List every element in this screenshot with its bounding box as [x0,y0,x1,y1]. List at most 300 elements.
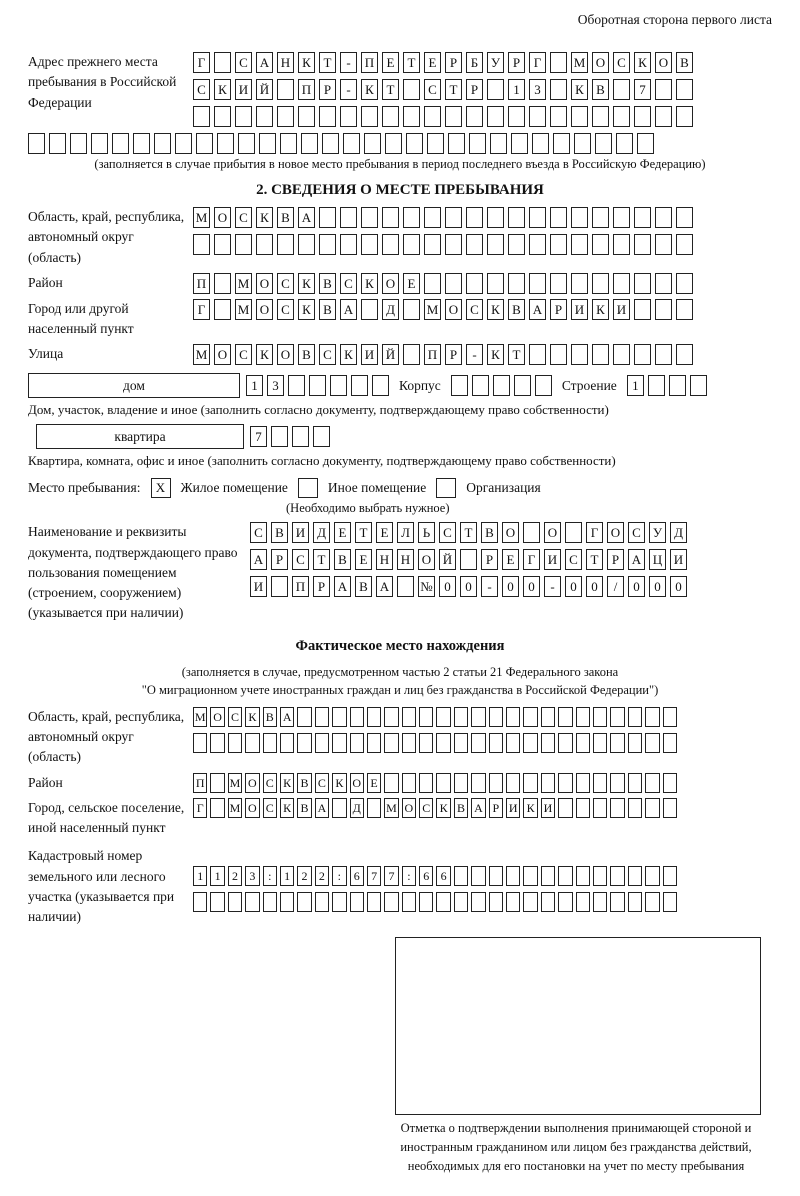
char-cell[interactable] [676,299,693,320]
char-cell[interactable]: К [298,52,315,73]
char-cell[interactable]: К [523,798,537,818]
char-cell[interactable]: Е [382,52,399,73]
char-cell[interactable] [454,892,468,912]
char-cell[interactable]: С [292,549,309,570]
char-cell[interactable] [550,207,567,228]
char-cell[interactable] [471,707,485,727]
char-cell[interactable] [332,892,346,912]
char-cell[interactable] [343,133,360,154]
char-cell[interactable] [228,892,242,912]
char-cell[interactable]: / [607,576,624,597]
char-cell[interactable] [361,234,378,255]
char-cell[interactable] [280,133,297,154]
char-cell[interactable] [451,375,468,396]
char-cell[interactable] [193,892,207,912]
char-cell[interactable]: О [214,344,231,365]
char-cell[interactable] [487,273,504,294]
char-cell[interactable]: Ц [649,549,666,570]
char-cell[interactable]: В [319,273,336,294]
char-cell[interactable]: К [361,79,378,100]
char-cell[interactable] [550,273,567,294]
char-cell[interactable]: Е [502,549,519,570]
char-cell[interactable] [529,106,546,127]
char-cell[interactable]: В [334,549,351,570]
char-cell[interactable] [427,133,444,154]
char-cell[interactable] [297,892,311,912]
char-cell[interactable]: И [235,79,252,100]
char-cell[interactable] [319,234,336,255]
char-cell[interactable]: О [245,798,259,818]
char-cell[interactable] [487,79,504,100]
char-cell[interactable]: М [193,707,207,727]
char-cell[interactable]: 1 [280,866,294,886]
char-cell[interactable]: М [384,798,398,818]
char-cell[interactable]: 0 [523,576,540,597]
char-cell[interactable] [676,344,693,365]
char-cell[interactable]: Р [607,549,624,570]
char-cell[interactable] [403,207,420,228]
char-cell[interactable]: 0 [670,576,687,597]
char-cell[interactable]: И [670,549,687,570]
char-cell[interactable] [645,798,659,818]
char-cell[interactable]: В [319,299,336,320]
char-cell[interactable] [340,106,357,127]
char-cell[interactable] [558,866,572,886]
char-cell[interactable] [663,773,677,793]
char-cell[interactable]: Г [193,798,207,818]
char-cell[interactable] [361,106,378,127]
char-cell[interactable] [471,733,485,753]
char-cell[interactable] [466,207,483,228]
char-cell[interactable]: 3 [245,866,259,886]
apartment-type-box[interactable]: квартира [36,424,244,449]
char-cell[interactable] [445,207,462,228]
char-cell[interactable] [676,234,693,255]
char-cell[interactable]: К [214,79,231,100]
char-cell[interactable] [489,707,503,727]
char-cell[interactable]: Е [424,52,441,73]
char-cell[interactable] [419,733,433,753]
char-cell[interactable] [297,707,311,727]
char-cell[interactable]: П [298,79,315,100]
char-cell[interactable] [367,892,381,912]
char-cell[interactable] [592,106,609,127]
char-cell[interactable]: Л [397,522,414,543]
char-cell[interactable] [256,234,273,255]
char-cell[interactable]: С [277,299,294,320]
char-cell[interactable] [154,133,171,154]
char-cell[interactable] [565,522,582,543]
char-cell[interactable]: О [256,299,273,320]
char-cell[interactable]: Н [376,549,393,570]
char-cell[interactable] [403,234,420,255]
char-cell[interactable] [616,133,633,154]
char-cell[interactable] [595,133,612,154]
char-cell[interactable]: О [210,707,224,727]
char-cell[interactable] [571,234,588,255]
char-cell[interactable] [361,207,378,228]
char-cell[interactable] [245,892,259,912]
char-cell[interactable]: Р [481,549,498,570]
char-cell[interactable]: 3 [267,375,284,396]
char-cell[interactable] [645,773,659,793]
char-cell[interactable] [471,892,485,912]
char-cell[interactable]: 7 [367,866,381,886]
char-cell[interactable]: О [256,273,273,294]
char-cell[interactable] [406,133,423,154]
char-cell[interactable] [613,234,630,255]
char-cell[interactable] [436,773,450,793]
char-cell[interactable] [454,773,468,793]
char-cell[interactable] [663,866,677,886]
char-cell[interactable]: С [424,79,441,100]
char-cell[interactable]: 0 [586,576,603,597]
char-cell[interactable] [514,375,531,396]
char-cell[interactable]: К [245,707,259,727]
char-cell[interactable]: 6 [436,866,450,886]
char-cell[interactable] [506,866,520,886]
char-cell[interactable] [523,773,537,793]
char-cell[interactable] [593,866,607,886]
char-cell[interactable] [523,892,537,912]
char-cell[interactable] [541,773,555,793]
char-cell[interactable] [610,866,624,886]
char-cell[interactable]: 7 [384,866,398,886]
char-cell[interactable] [655,207,672,228]
char-cell[interactable] [592,207,609,228]
char-cell[interactable]: 6 [350,866,364,886]
char-cell[interactable]: К [280,773,294,793]
char-cell[interactable] [424,207,441,228]
char-cell[interactable] [506,733,520,753]
char-cell[interactable] [489,773,503,793]
char-cell[interactable] [506,773,520,793]
char-cell[interactable] [402,773,416,793]
char-cell[interactable] [445,106,462,127]
char-cell[interactable] [523,522,540,543]
char-cell[interactable]: - [544,576,561,597]
char-cell[interactable] [576,733,590,753]
char-cell[interactable]: Г [193,299,210,320]
char-cell[interactable]: 6 [419,866,433,886]
char-cell[interactable]: 0 [628,576,645,597]
char-cell[interactable]: В [297,773,311,793]
char-cell[interactable] [351,375,368,396]
char-cell[interactable]: П [424,344,441,365]
char-cell[interactable]: И [541,798,555,818]
organization-checkbox[interactable] [436,478,456,498]
char-cell[interactable]: И [506,798,520,818]
char-cell[interactable] [298,106,315,127]
char-cell[interactable] [628,866,642,886]
char-cell[interactable]: С [193,79,210,100]
char-cell[interactable]: : [332,866,346,886]
char-cell[interactable]: 1 [193,866,207,886]
char-cell[interactable] [403,79,420,100]
char-cell[interactable] [541,866,555,886]
char-cell[interactable]: О [277,344,294,365]
char-cell[interactable]: Д [670,522,687,543]
char-cell[interactable]: В [297,798,311,818]
char-cell[interactable] [508,234,525,255]
char-cell[interactable]: 2 [228,866,242,886]
char-cell[interactable] [424,106,441,127]
char-cell[interactable] [175,133,192,154]
char-cell[interactable]: 2 [315,866,329,886]
char-cell[interactable] [508,273,525,294]
char-cell[interactable]: С [439,522,456,543]
char-cell[interactable] [112,133,129,154]
char-cell[interactable] [529,234,546,255]
char-cell[interactable] [655,273,672,294]
char-cell[interactable] [384,892,398,912]
char-cell[interactable] [541,892,555,912]
char-cell[interactable]: Ь [418,522,435,543]
char-cell[interactable] [385,133,402,154]
char-cell[interactable] [593,707,607,727]
char-cell[interactable]: А [280,707,294,727]
char-cell[interactable] [553,133,570,154]
char-cell[interactable] [610,733,624,753]
char-cell[interactable] [319,106,336,127]
char-cell[interactable] [593,798,607,818]
char-cell[interactable]: С [228,707,242,727]
char-cell[interactable] [571,207,588,228]
char-cell[interactable]: Д [313,522,330,543]
char-cell[interactable]: В [454,798,468,818]
char-cell[interactable] [558,733,572,753]
char-cell[interactable] [214,52,231,73]
char-cell[interactable]: К [298,299,315,320]
char-cell[interactable] [340,207,357,228]
char-cell[interactable] [490,133,507,154]
char-cell[interactable] [523,733,537,753]
char-cell[interactable]: К [436,798,450,818]
char-cell[interactable]: В [298,344,315,365]
char-cell[interactable] [277,106,294,127]
char-cell[interactable] [645,733,659,753]
char-cell[interactable] [576,892,590,912]
char-cell[interactable] [263,733,277,753]
char-cell[interactable] [613,106,630,127]
char-cell[interactable] [436,733,450,753]
char-cell[interactable]: О [350,773,364,793]
char-cell[interactable] [690,375,707,396]
char-cell[interactable] [613,79,630,100]
char-cell[interactable] [610,707,624,727]
char-cell[interactable] [350,892,364,912]
char-cell[interactable] [454,866,468,886]
char-cell[interactable]: И [361,344,378,365]
char-cell[interactable] [235,234,252,255]
char-cell[interactable]: С [235,52,252,73]
char-cell[interactable] [634,273,651,294]
char-cell[interactable] [550,79,567,100]
char-cell[interactable] [628,733,642,753]
char-cell[interactable] [384,733,398,753]
char-cell[interactable]: Е [355,549,372,570]
char-cell[interactable]: П [193,273,210,294]
char-cell[interactable] [592,273,609,294]
char-cell[interactable]: 0 [649,576,666,597]
char-cell[interactable] [634,207,651,228]
char-cell[interactable]: М [235,299,252,320]
char-cell[interactable] [471,866,485,886]
char-cell[interactable] [214,106,231,127]
char-cell[interactable] [613,273,630,294]
char-cell[interactable] [301,133,318,154]
char-cell[interactable] [384,707,398,727]
char-cell[interactable] [49,133,66,154]
char-cell[interactable] [419,892,433,912]
char-cell[interactable]: В [508,299,525,320]
char-cell[interactable] [419,773,433,793]
char-cell[interactable]: А [298,207,315,228]
char-cell[interactable] [645,707,659,727]
char-cell[interactable]: С [250,522,267,543]
char-cell[interactable] [550,52,567,73]
char-cell[interactable]: В [676,52,693,73]
char-cell[interactable]: В [592,79,609,100]
char-cell[interactable] [332,733,346,753]
char-cell[interactable] [535,375,552,396]
char-cell[interactable] [214,299,231,320]
char-cell[interactable] [322,133,339,154]
char-cell[interactable] [288,375,305,396]
char-cell[interactable] [628,892,642,912]
char-cell[interactable] [298,234,315,255]
char-cell[interactable]: 1 [508,79,525,100]
char-cell[interactable] [367,707,381,727]
other-premises-checkbox[interactable] [298,478,318,498]
char-cell[interactable] [592,234,609,255]
char-cell[interactable]: Т [319,52,336,73]
char-cell[interactable]: Р [313,576,330,597]
char-cell[interactable] [448,133,465,154]
char-cell[interactable]: К [571,79,588,100]
char-cell[interactable] [663,798,677,818]
char-cell[interactable] [382,207,399,228]
char-cell[interactable]: С [565,549,582,570]
char-cell[interactable] [319,207,336,228]
char-cell[interactable]: И [613,299,630,320]
char-cell[interactable]: А [628,549,645,570]
char-cell[interactable] [613,344,630,365]
char-cell[interactable] [361,299,378,320]
char-cell[interactable] [196,133,213,154]
char-cell[interactable] [571,273,588,294]
char-cell[interactable] [558,798,572,818]
char-cell[interactable] [493,375,510,396]
char-cell[interactable] [277,79,294,100]
char-cell[interactable]: 3 [529,79,546,100]
char-cell[interactable]: П [361,52,378,73]
char-cell[interactable] [397,576,414,597]
char-cell[interactable]: 7 [634,79,651,100]
char-cell[interactable]: О [592,52,609,73]
char-cell[interactable] [28,133,45,154]
char-cell[interactable]: А [529,299,546,320]
char-cell[interactable]: Г [193,52,210,73]
char-cell[interactable]: А [376,576,393,597]
char-cell[interactable] [487,207,504,228]
char-cell[interactable] [529,344,546,365]
char-cell[interactable]: К [634,52,651,73]
char-cell[interactable] [489,733,503,753]
char-cell[interactable]: 1 [246,375,263,396]
char-cell[interactable]: Р [466,79,483,100]
char-cell[interactable] [558,773,572,793]
char-cell[interactable] [403,344,420,365]
char-cell[interactable] [228,733,242,753]
char-cell[interactable] [332,798,346,818]
char-cell[interactable] [210,798,224,818]
char-cell[interactable]: 0 [502,576,519,597]
char-cell[interactable]: - [481,576,498,597]
residential-checkbox[interactable]: X [151,478,171,498]
char-cell[interactable]: С [340,273,357,294]
char-cell[interactable]: Р [445,52,462,73]
char-cell[interactable]: Р [550,299,567,320]
char-cell[interactable]: И [250,576,267,597]
char-cell[interactable] [259,133,276,154]
char-cell[interactable] [574,133,591,154]
char-cell[interactable]: У [649,522,666,543]
char-cell[interactable] [655,299,672,320]
char-cell[interactable]: М [193,344,210,365]
char-cell[interactable] [558,892,572,912]
char-cell[interactable]: : [402,866,416,886]
char-cell[interactable]: В [271,522,288,543]
char-cell[interactable] [576,773,590,793]
char-cell[interactable]: Т [382,79,399,100]
char-cell[interactable] [460,549,477,570]
char-cell[interactable] [529,273,546,294]
char-cell[interactable]: М [193,207,210,228]
char-cell[interactable]: У [487,52,504,73]
char-cell[interactable] [532,133,549,154]
char-cell[interactable]: Т [445,79,462,100]
char-cell[interactable] [634,344,651,365]
char-cell[interactable]: Н [277,52,294,73]
char-cell[interactable] [571,344,588,365]
char-cell[interactable] [541,733,555,753]
char-cell[interactable]: В [481,522,498,543]
char-cell[interactable] [466,273,483,294]
char-cell[interactable]: А [315,798,329,818]
char-cell[interactable] [628,773,642,793]
char-cell[interactable] [193,733,207,753]
char-cell[interactable]: К [487,344,504,365]
char-cell[interactable]: А [471,798,485,818]
char-cell[interactable]: М [235,273,252,294]
char-cell[interactable]: П [292,576,309,597]
char-cell[interactable]: К [256,207,273,228]
char-cell[interactable]: К [298,273,315,294]
char-cell[interactable]: Г [523,549,540,570]
char-cell[interactable] [487,234,504,255]
char-cell[interactable]: М [424,299,441,320]
char-cell[interactable] [663,892,677,912]
char-cell[interactable] [466,106,483,127]
char-cell[interactable]: К [256,344,273,365]
char-cell[interactable]: Г [529,52,546,73]
char-cell[interactable] [315,733,329,753]
char-cell[interactable] [676,79,693,100]
char-cell[interactable] [214,273,231,294]
char-cell[interactable]: - [340,79,357,100]
char-cell[interactable]: К [280,798,294,818]
